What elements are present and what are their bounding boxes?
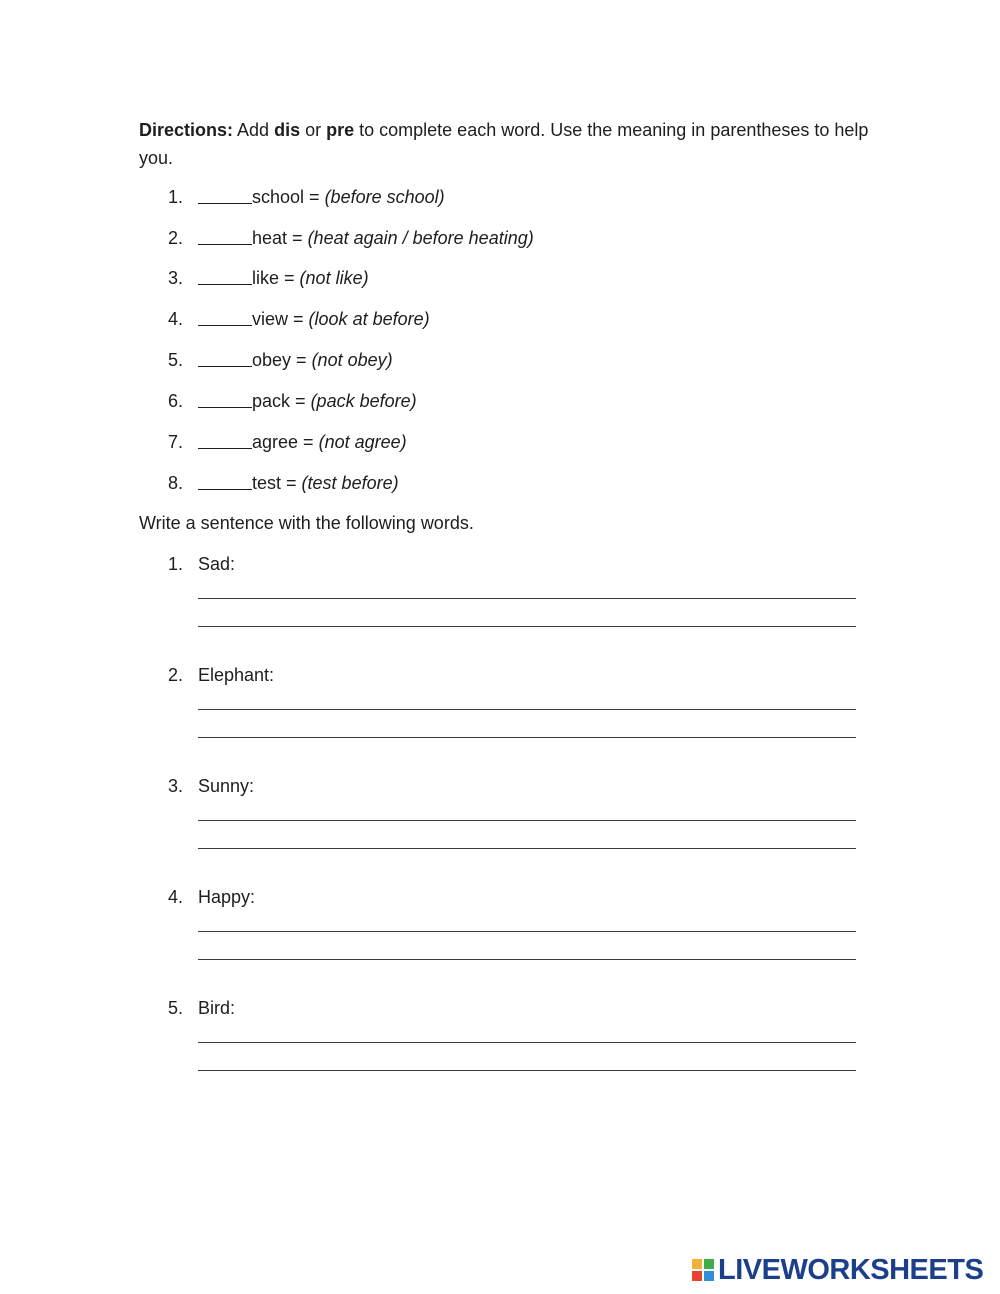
word-stem: obey = (252, 350, 307, 370)
sentence-section-title: Write a sentence with the following words. (139, 513, 474, 533)
word-meaning: (test before) (301, 473, 399, 493)
item-number: 2. (168, 228, 184, 248)
directions-text-3: to complete each word. Use the meaning in parentheses to help you. (139, 120, 869, 168)
word-meaning: (not like) (299, 268, 369, 288)
directions-paragraph (139, 116, 869, 172)
word-stem: heat = (252, 228, 303, 248)
item-number: 4. (168, 309, 184, 329)
sentence-item (0, 662, 1000, 742)
word-meaning: (not agree) (318, 432, 407, 452)
sentence-word: Elephant: (198, 665, 275, 685)
item-number: 4. (168, 887, 184, 907)
item-number: 1. (168, 187, 184, 207)
liveworksheets-logo[interactable] (692, 1253, 984, 1286)
logo-text: LIVEWORKSHEETS (718, 1253, 984, 1286)
word-stem: pack = (252, 391, 306, 411)
item-number: 3. (168, 776, 184, 796)
writing-line[interactable] (198, 1042, 856, 1043)
writing-line[interactable] (198, 626, 856, 627)
word-meaning: (not obey) (311, 350, 393, 370)
answer-blank[interactable] (198, 265, 252, 285)
writing-line[interactable] (198, 709, 856, 710)
word-meaning: (heat again / before heating) (307, 228, 534, 248)
item-number: 7. (168, 432, 184, 452)
writing-line[interactable] (198, 598, 856, 599)
writing-line[interactable] (198, 931, 856, 932)
answer-blank[interactable] (198, 184, 252, 204)
sentence-item (0, 773, 1000, 853)
word-stem: like = (252, 268, 295, 288)
directions-label: Directions: (139, 120, 234, 140)
item-number: 8. (168, 473, 184, 493)
word-stem: agree = (252, 432, 314, 452)
writing-line[interactable] (198, 1070, 856, 1071)
answer-blank[interactable] (198, 347, 252, 367)
word-meaning: (look at before) (308, 309, 430, 329)
answer-blank[interactable] (198, 470, 252, 490)
word-stem: school = (252, 187, 320, 207)
sentence-word: Sad: (198, 554, 236, 574)
writing-line[interactable] (198, 820, 856, 821)
sentence-item (0, 884, 1000, 964)
logo-blocks-icon (692, 1259, 714, 1281)
directions-text-2: or (300, 120, 327, 140)
sentence-word: Bird: (198, 998, 236, 1018)
word-stem: test = (252, 473, 297, 493)
word-meaning: (pack before) (310, 391, 417, 411)
sentence-item (0, 995, 1000, 1075)
answer-blank[interactable] (198, 225, 252, 245)
word-meaning: (before school) (324, 187, 445, 207)
word-stem: view = (252, 309, 304, 329)
item-number: 2. (168, 665, 184, 685)
directions-text-1: Add (233, 120, 275, 140)
sentence-word: Sunny: (198, 776, 255, 796)
prefix-dis: dis (274, 120, 301, 140)
item-number: 5. (168, 350, 184, 370)
answer-blank[interactable] (198, 306, 252, 326)
item-number: 5. (168, 998, 184, 1018)
answer-blank[interactable] (198, 429, 252, 449)
item-number: 6. (168, 391, 184, 411)
writing-line[interactable] (198, 959, 856, 960)
item-number: 1. (168, 554, 184, 574)
answer-blank[interactable] (198, 388, 252, 408)
writing-line[interactable] (198, 848, 856, 849)
sentence-item (0, 551, 1000, 631)
item-number: 3. (168, 268, 184, 288)
sentence-word: Happy: (198, 887, 256, 907)
prefix-pre: pre (326, 120, 355, 140)
writing-line[interactable] (198, 737, 856, 738)
